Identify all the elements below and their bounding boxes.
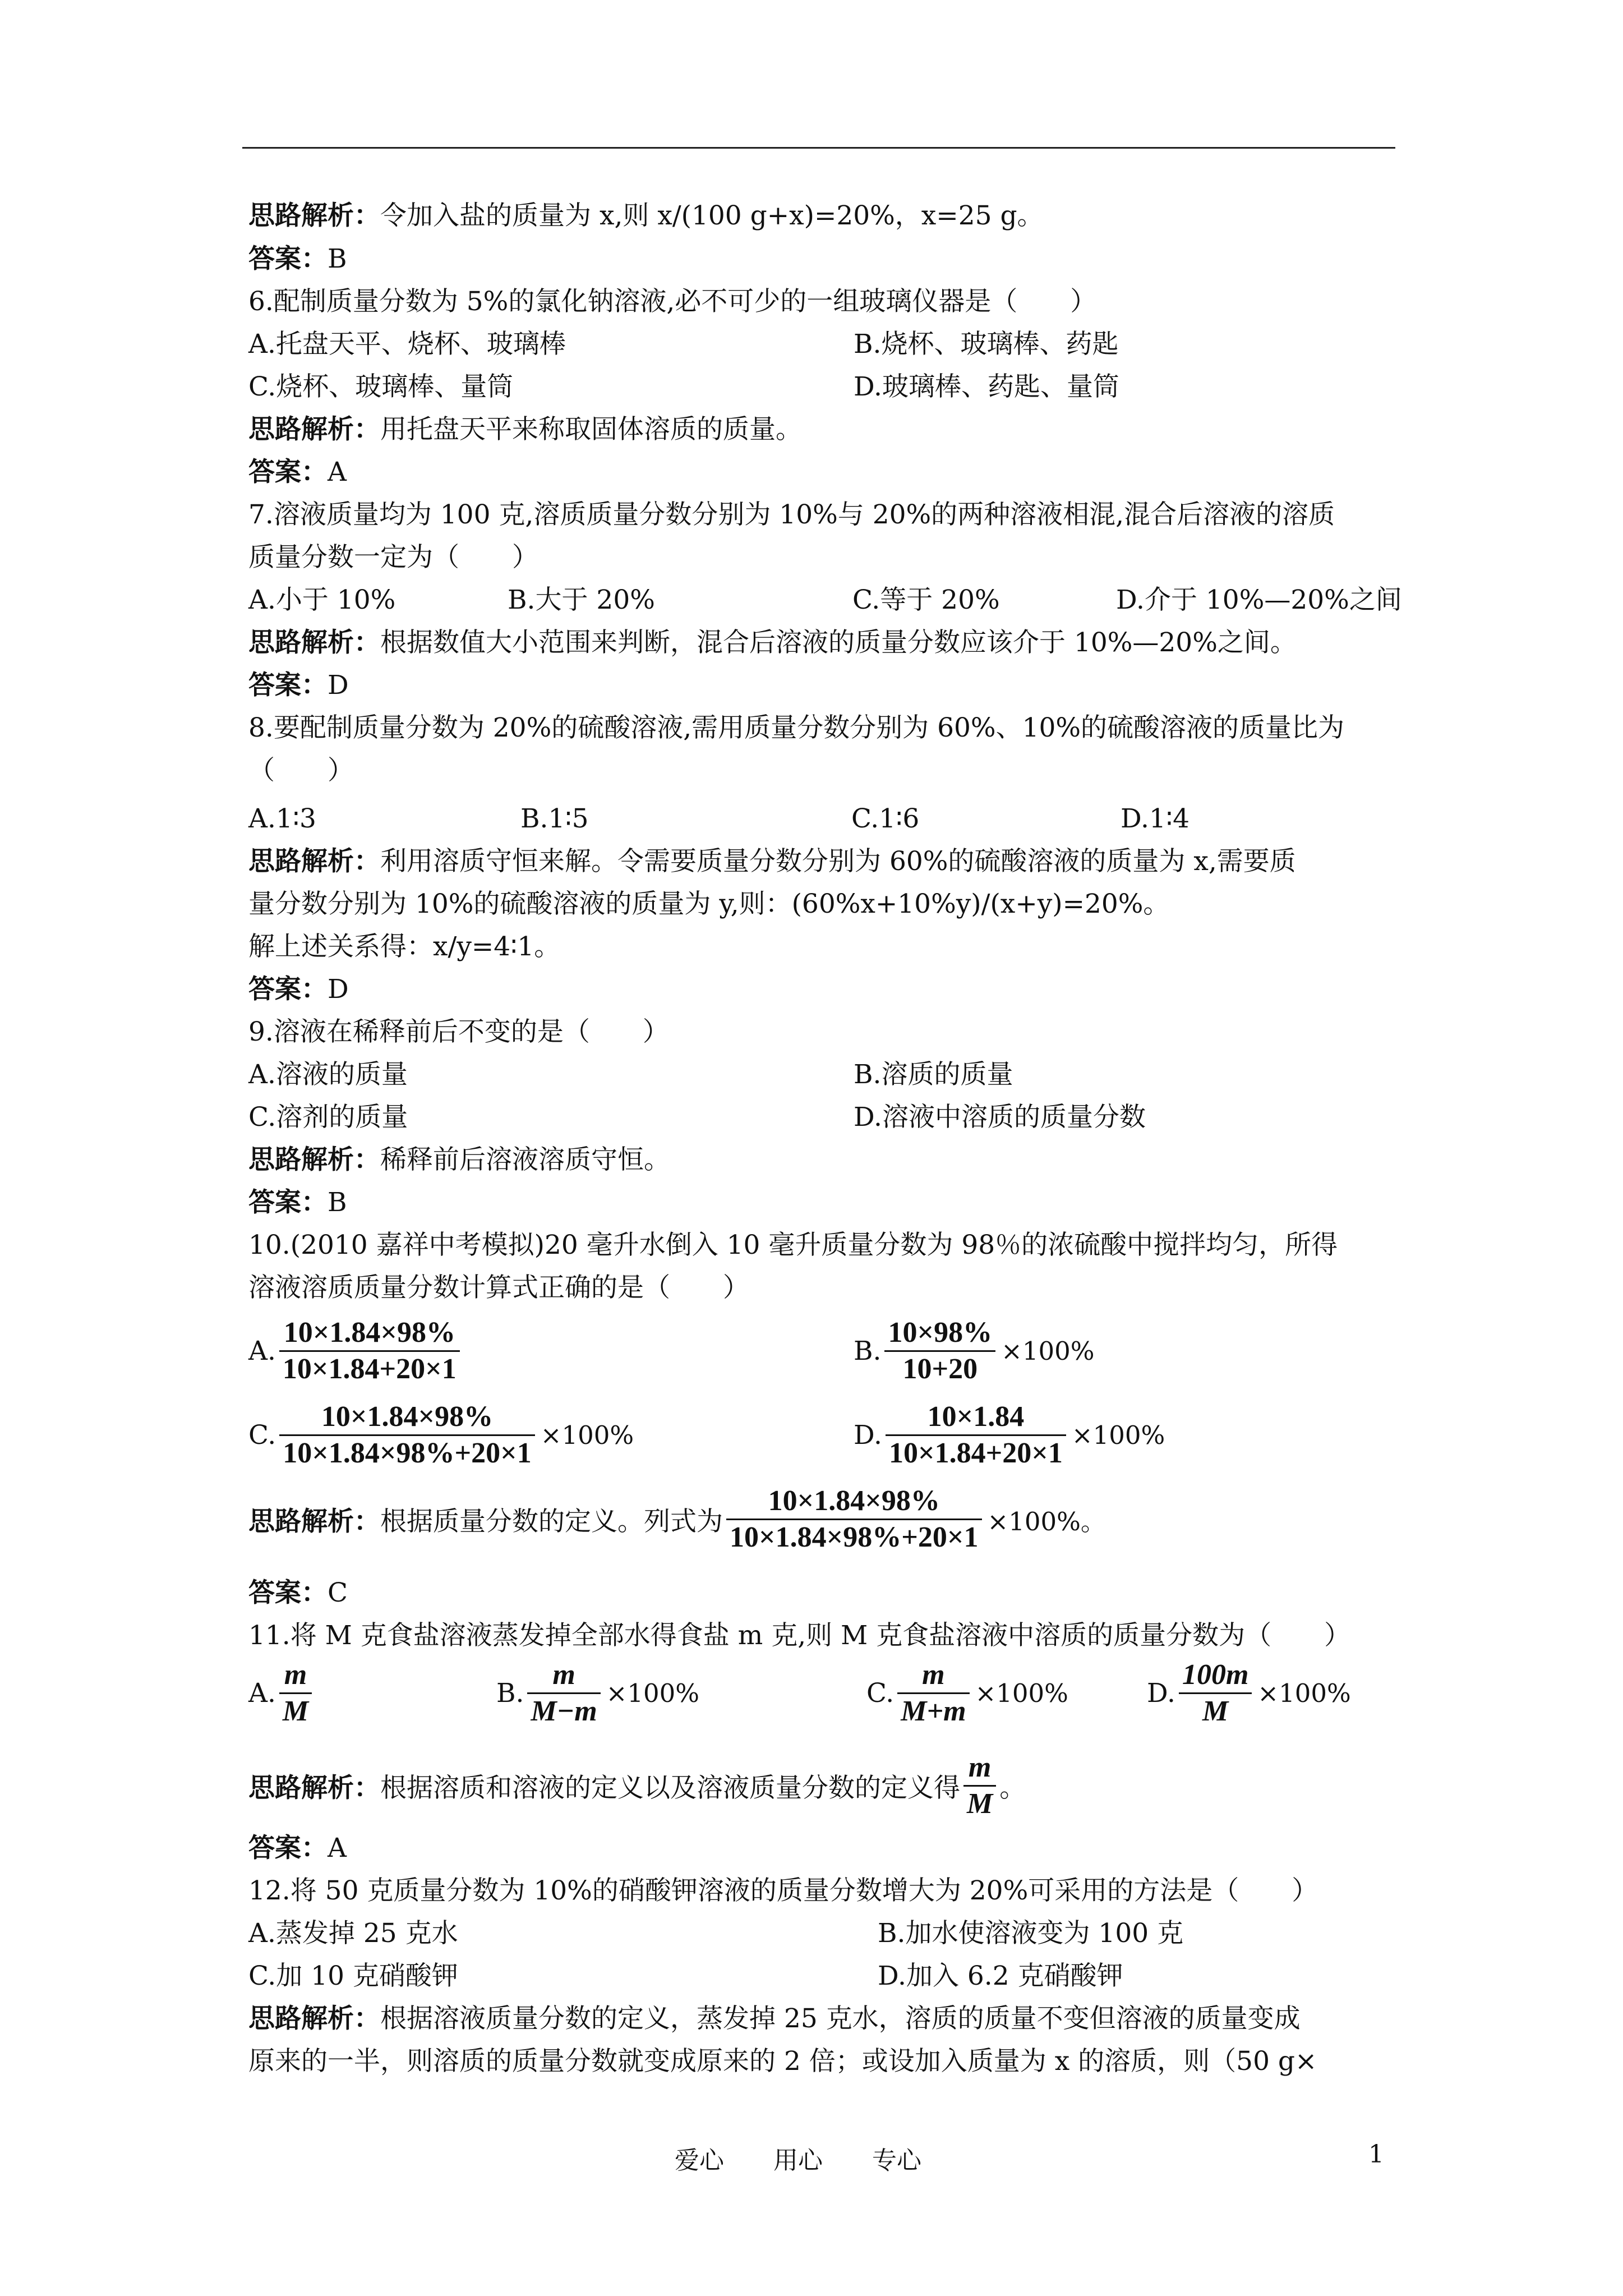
explanation-12-line2: 原来的一半，则溶质的质量分数就变成原来的 2 倍；或设加入质量为 x 的溶质，则（50 g× xyxy=(248,2046,1317,2077)
explanation-9: 思路解析：稀释前后溶液溶质守恒。 xyxy=(248,1144,670,1175)
q7-option-c: C.等于 20% xyxy=(852,585,1000,615)
question-10-line1: 10.(2010 嘉祥中考模拟)20 毫升水倒入 10 毫升质量分数为 98％的浓硫酸中搅拌均匀，所得 xyxy=(248,1230,1338,1260)
answer-5: 答案：B xyxy=(248,243,347,274)
answer-7: 答案：D xyxy=(248,670,349,701)
q10a-fraction: $\frac{10\times 1.84\times 98\%}{10\times 1.84+20\times 1}$ xyxy=(279,1315,460,1387)
q9-option-d: D.溶液中溶质的质量分数 xyxy=(854,1102,1146,1133)
header-rule xyxy=(242,147,1395,149)
q11-option-d: D. $\frac{100m}{M}$ ×100% xyxy=(1147,1658,1351,1729)
q10-option-c: C. $\frac{10\times 1.84\times 98\%}{10\times 1.84\times 98\%+20\times 1}$ ×100% xyxy=(248,1400,634,1471)
e11-fraction: $\frac{m}{M}$ xyxy=(963,1750,996,1821)
q10b-fraction: $\frac{10\times 98\%}{10+20}$ xyxy=(884,1315,995,1387)
question-8-line2: （ ） xyxy=(248,755,354,786)
question-6: 6.配制质量分数为 5%的氯化钠溶液,必不可少的一组玻璃仪器是（ ） xyxy=(248,286,1097,317)
q10-option-d: D. $\frac{10\times 1.84}{10\times 1.84+20\times 1}$ ×100% xyxy=(854,1400,1165,1471)
explanation-7: 思路解析：根据数值大小范围来判断，混合后溶液的质量分数应该介于 10%—20%之间。 xyxy=(248,627,1297,658)
q7-option-b: B.大于 20% xyxy=(508,585,655,615)
explanation-10: 思路解析： 根据质量分数的定义。列式为 $\frac{10\times 1.84\times 98\%}{10\times 1.84\times 98\%+20\times 1}$ ×100%。 xyxy=(248,1484,1106,1555)
q12-option-c: C.加 10 克硝酸钾 xyxy=(248,1961,458,1991)
q11a-fraction: $\frac{m}{M}$ xyxy=(279,1658,312,1729)
e10-fraction: $\frac{10\times 1.84\times 98\%}{10\times 1.84\times 98\%+20\times 1}$ xyxy=(726,1484,982,1555)
q7-option-d: D.介于 10%—20%之间 xyxy=(1116,585,1402,615)
question-9: 9.溶液在稀释前后不变的是（ ） xyxy=(248,1016,669,1047)
answer-11: 答案：A xyxy=(248,1833,347,1864)
question-7-line1: 7.溶液质量均为 100 克,溶质质量分数分别为 10%与 20%的两种溶液相混,混合后溶液的溶质 xyxy=(248,499,1335,530)
question-11: 11.将 M 克食盐溶液蒸发掉全部水得食盐 m 克,则 M 克食盐溶液中溶质的质量分数为（ ） xyxy=(248,1620,1351,1651)
q9-option-c: C.溶剂的质量 xyxy=(248,1102,408,1133)
answer-9: 答案：B xyxy=(248,1187,347,1218)
explanation-5: 思路解析：令加入盐的质量为 x,则 x/(100 g+x)=20%，x=25 g。 xyxy=(248,200,1044,231)
page-number: 1 xyxy=(1368,2140,1384,2169)
question-10-line2: 溶液溶质质量分数计算式正确的是（ ） xyxy=(248,1272,749,1303)
answer-8: 答案：D xyxy=(248,974,349,1005)
q10-option-a: A. $\frac{10\times 1.84\times 98\%}{10\times 1.84+20\times 1}$ xyxy=(248,1315,463,1387)
q10c-fraction: $\frac{10\times 1.84\times 98\%}{10\times 1.84\times 98\%+20\times 1}$ xyxy=(279,1400,535,1471)
q8-option-c: C.1∶6 xyxy=(851,803,920,834)
explanation-8-line2: 量分数分别为 10%的硫酸溶液的质量为 y,则：(60%x+10%y)/(x+y)=20%。 xyxy=(248,889,1170,919)
explanation-11: 思路解析： 根据溶质和溶液的定义以及溶液质量分数的定义得 $\frac{m}{M}$ 。 xyxy=(248,1750,1026,1821)
q11d-fraction: $\frac{100m}{M}$ xyxy=(1179,1658,1252,1729)
footer-motto: 爱心 用心 专心 xyxy=(675,2146,921,2175)
q6-option-d: D.玻璃棒、药匙、量筒 xyxy=(854,371,1119,402)
q10d-fraction: $\frac{10\times 1.84}{10\times 1.84+20\times 1}$ xyxy=(886,1400,1066,1471)
answer-6: 答案：A xyxy=(248,457,347,487)
explanation-8-line3: 解上述关系得：x/y=4∶1。 xyxy=(248,931,561,962)
q11-option-c: C. $\frac{m}{M+m}$ ×100% xyxy=(866,1658,1068,1729)
q8-option-b: B.1∶5 xyxy=(520,803,589,834)
q6-option-c: C.烧杯、玻璃棒、量筒 xyxy=(248,371,514,402)
question-12: 12.将 50 克质量分数为 10%的硝酸钾溶液的质量分数增大为 20%可采用的方法是（ ） xyxy=(248,1875,1318,1906)
answer-10: 答案：C xyxy=(248,1577,348,1608)
q12-option-d: D.加入 6.2 克硝酸钾 xyxy=(878,1961,1123,1991)
q7-option-a: A.小于 10% xyxy=(248,585,396,615)
q6-option-a: A.托盘天平、烧杯、玻璃棒 xyxy=(248,329,566,360)
q11-option-b: B. $\frac{m}{M-m}$ ×100% xyxy=(496,1658,699,1729)
q11b-fraction: $\frac{m}{M-m}$ xyxy=(527,1658,600,1729)
question-7-line2: 质量分数一定为（ ） xyxy=(248,542,538,573)
q11-option-a: A. $\frac{m}{M}$ xyxy=(248,1658,315,1729)
q12-option-a: A.蒸发掉 25 克水 xyxy=(248,1918,458,1949)
question-8-line1: 8.要配制质量分数为 20%的硫酸溶液,需用质量分数分别为 60%、10%的硫酸溶液的质量比为 xyxy=(248,712,1345,743)
q9-option-b: B.溶质的质量 xyxy=(854,1059,1013,1090)
explanation-6: 思路解析：用托盘天平来称取固体溶质的质量。 xyxy=(248,414,802,445)
q9-option-a: A.溶液的质量 xyxy=(248,1059,408,1090)
q8-option-d: D.1∶4 xyxy=(1121,803,1189,834)
q10-option-b: B. $\frac{10\times 98\%}{10+20}$ ×100% xyxy=(854,1315,1094,1387)
q12-option-b: B.加水使溶液变为 100 克 xyxy=(878,1918,1184,1949)
q11c-fraction: $\frac{m}{M+m}$ xyxy=(897,1658,969,1729)
explanation-12-line1: 思路解析：根据溶液质量分数的定义，蒸发掉 25 克水，溶质的质量不变但溶液的质量变成 xyxy=(248,2003,1301,2034)
explanation-8-line1: 思路解析：利用溶质守恒来解。令需要质量分数分别为 60%的硫酸溶液的质量为 x,需要质 xyxy=(248,846,1296,877)
q8-option-a: A.1∶3 xyxy=(248,803,316,834)
q6-option-b: B.烧杯、玻璃棒、药匙 xyxy=(854,329,1119,360)
